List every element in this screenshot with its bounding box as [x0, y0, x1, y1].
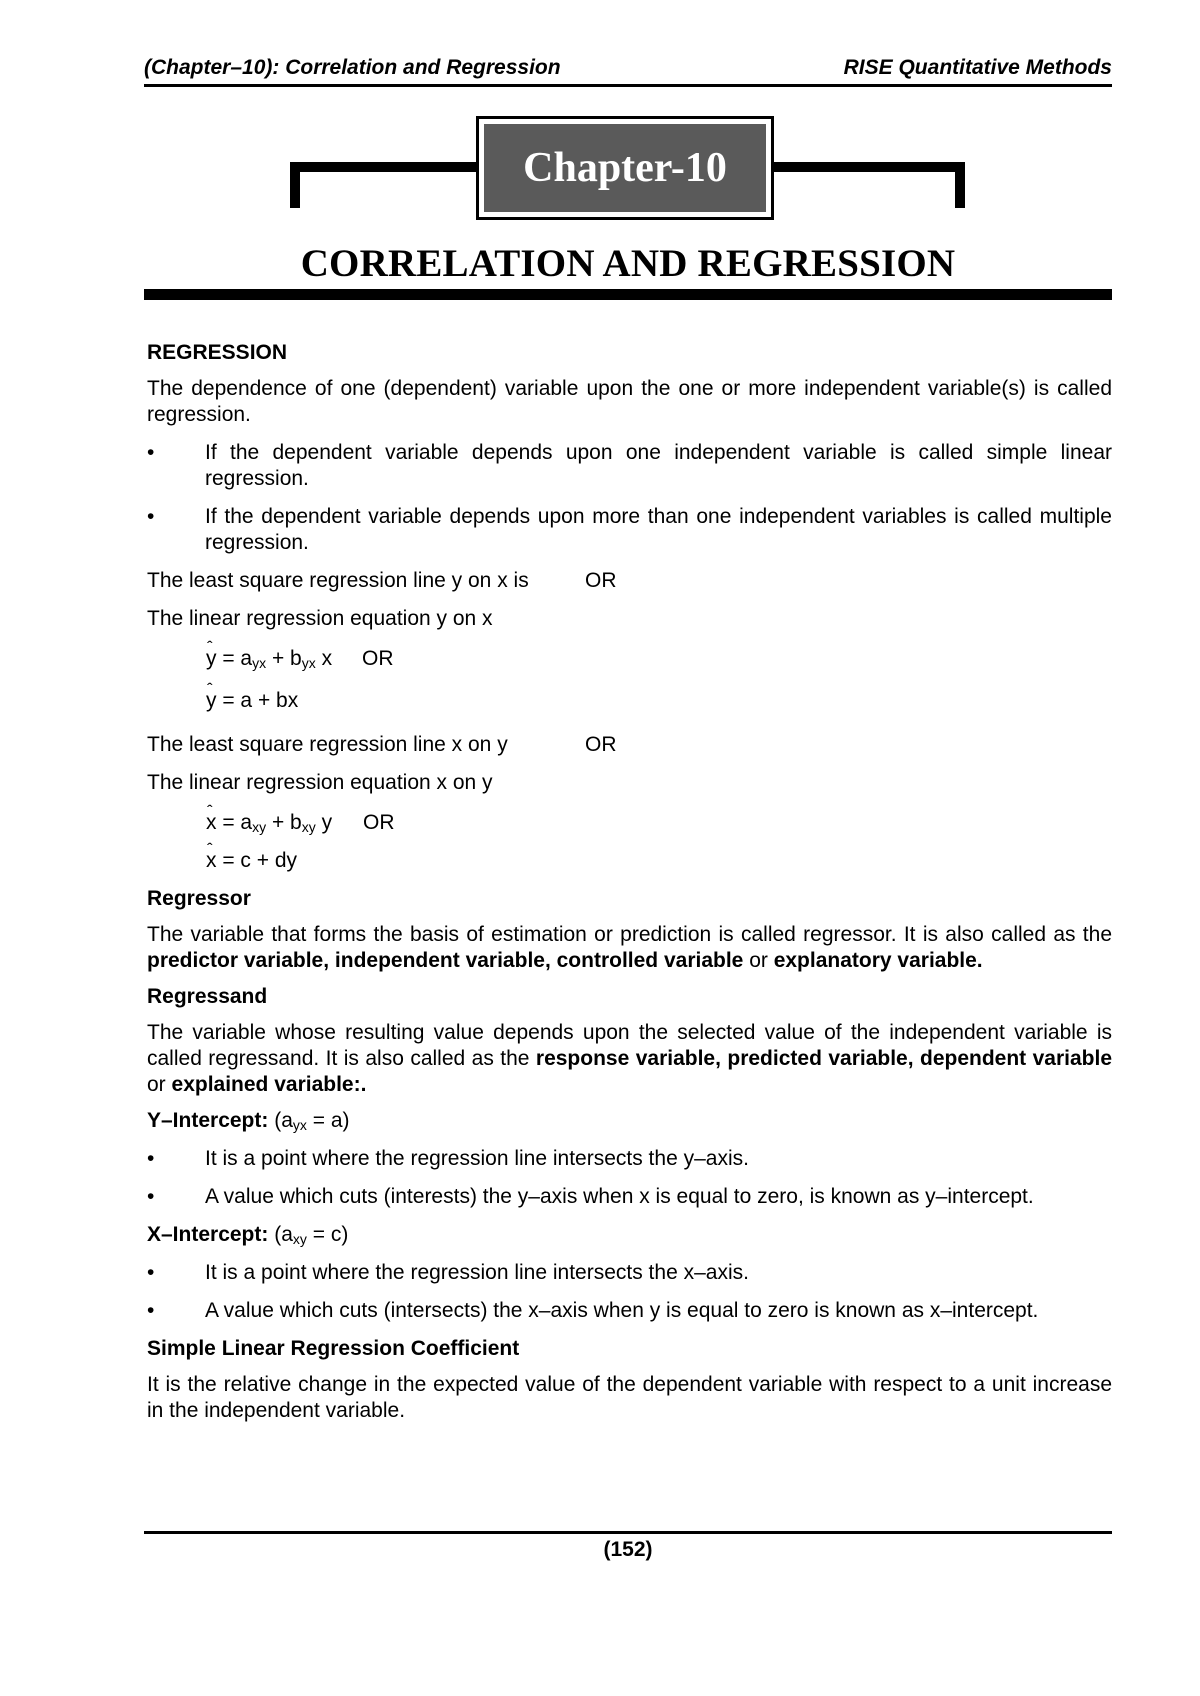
eq-part: x	[315, 647, 333, 670]
bullet-text: If the dependent variable depends upon more than one independent variables is called multiple regression.	[205, 505, 1112, 554]
text-run-bold: explained variable:.	[171, 1073, 367, 1096]
yx-line-text	[147, 568, 1112, 594]
or-label: OR	[362, 647, 394, 670]
equation-y-on-x	[147, 646, 1112, 672]
y-hat: ˆ y	[206, 688, 217, 714]
chapter-label: Chapter-10	[523, 145, 727, 191]
eq-part: y	[315, 811, 333, 834]
eq-subscript: yx	[301, 655, 316, 671]
text-run: or	[743, 949, 774, 972]
eq-subscript: xy	[252, 819, 267, 835]
chapter-badge-fill	[484, 124, 766, 212]
xy-line-text	[147, 732, 1112, 758]
bullet-text: It is a point where the regression line intersects the x–axis.	[205, 1261, 749, 1284]
or-label: OR	[585, 733, 617, 756]
eq-part: = a	[216, 811, 253, 834]
regression-definition: The dependence of one (dependent) variable upon the one or more independent variable(s) is called regression.	[147, 377, 1112, 426]
y-hat: ˆ y	[206, 646, 217, 672]
eq-part: + b	[266, 647, 302, 670]
heading-regressor: Regressor	[147, 887, 251, 910]
eq-subscript: yx	[292, 1117, 307, 1133]
bullet-icon: •	[147, 1299, 155, 1322]
bullet-icon: •	[147, 1261, 155, 1284]
equation-y-simple	[147, 688, 1112, 714]
heading-label: X–Intercept:	[147, 1223, 269, 1246]
bullet-text: It is a point where the regression line intersects the y–axis.	[205, 1147, 749, 1170]
x-hat: ˆ x	[206, 848, 217, 874]
chapter-bracket-left	[290, 162, 480, 208]
text-run: (a	[268, 1109, 293, 1132]
heading-regression-coefficient: Simple Linear Regression Coefficient	[147, 1337, 520, 1360]
running-header-chapter: (Chapter–10): Correlation and Regression	[144, 56, 561, 79]
chapter-badge	[476, 116, 774, 220]
list-item	[147, 440, 1112, 492]
yx-line-label: The least square regression line y on x is	[147, 569, 529, 592]
eq-part: = c + dy	[216, 849, 298, 872]
regressand-definition	[147, 1020, 1112, 1098]
bullet-icon: •	[147, 1185, 155, 1208]
text-run: The variable whose resulting value depends upon the selected value of the independent variable is called regressand. It is also called as the	[147, 1021, 1112, 1070]
eq-part: = a	[216, 647, 253, 670]
text-run-bold: predictor variable, independent variable, controlled variable	[147, 949, 744, 972]
text-run: or	[147, 1073, 172, 1096]
yx-equation-text: The linear regression equation y on x	[147, 607, 493, 630]
running-header-book: RISE Quantitative Methods	[843, 56, 1112, 79]
running-header	[144, 56, 1112, 84]
text-run-bold: response variable, predicted variable, dependent variable	[535, 1047, 1113, 1070]
body-content	[147, 340, 1112, 1424]
bullet-icon: •	[147, 1147, 155, 1170]
x-hat: ˆ x	[206, 810, 217, 836]
eq-subscript: xy	[292, 1231, 307, 1247]
list-item	[147, 1260, 1112, 1286]
text-run: = a)	[306, 1109, 350, 1132]
heading-y-intercept	[147, 1108, 1112, 1134]
list-item	[147, 504, 1112, 556]
bullet-text: If the dependent variable depends upon one independent variable is called simple linear regression.	[205, 441, 1112, 490]
regression-coefficient-definition: It is the relative change in the expected value of the dependent variable with respect to a unit increase in the independent variable.	[147, 1373, 1112, 1422]
list-item	[147, 1146, 1112, 1172]
chapter-bracket-right	[772, 162, 965, 208]
chapter-title: CORRELATION AND REGRESSION	[300, 242, 956, 285]
footer-rule	[144, 1531, 1112, 1534]
xy-equation-text: The linear regression equation x on y	[147, 771, 493, 794]
eq-subscript: xy	[301, 819, 316, 835]
eq-part: = a + bx	[216, 689, 299, 712]
eq-part: + b	[266, 811, 302, 834]
text-run: The variable that forms the basis of estimation or prediction is called regressor. It is also called as the	[147, 923, 1112, 946]
xy-line-label: The least square regression line x on y	[147, 733, 508, 756]
bullet-text: A value which cuts (intersects) the x–axis when y is equal to zero is known as x–intercept.	[205, 1299, 1039, 1322]
text-run: (a	[268, 1223, 293, 1246]
bullet-icon: •	[147, 505, 155, 528]
equation-x-simple	[147, 848, 1112, 874]
eq-subscript: yx	[252, 655, 267, 671]
text-run: = c)	[306, 1223, 349, 1246]
text-run-bold: explanatory variable.	[773, 949, 983, 972]
or-label: OR	[363, 811, 395, 834]
heading-label: Y–Intercept:	[147, 1109, 269, 1132]
header-rule	[144, 84, 1112, 87]
list-item	[147, 1298, 1112, 1324]
page-number: (152)	[603, 1538, 653, 1561]
list-item	[147, 1184, 1112, 1210]
section-heading-regression: REGRESSION	[147, 341, 288, 364]
bullet-icon: •	[147, 441, 155, 464]
heading-regressand: Regressand	[147, 985, 268, 1008]
equation-x-on-y	[147, 810, 1112, 836]
bullet-text: A value which cuts (interests) the y–axis when x is equal to zero, is known as y–intercept.	[205, 1185, 1034, 1208]
or-label: OR	[585, 569, 617, 592]
title-rule	[144, 289, 1112, 300]
regressor-definition	[147, 922, 1112, 974]
heading-x-intercept	[147, 1222, 1112, 1248]
